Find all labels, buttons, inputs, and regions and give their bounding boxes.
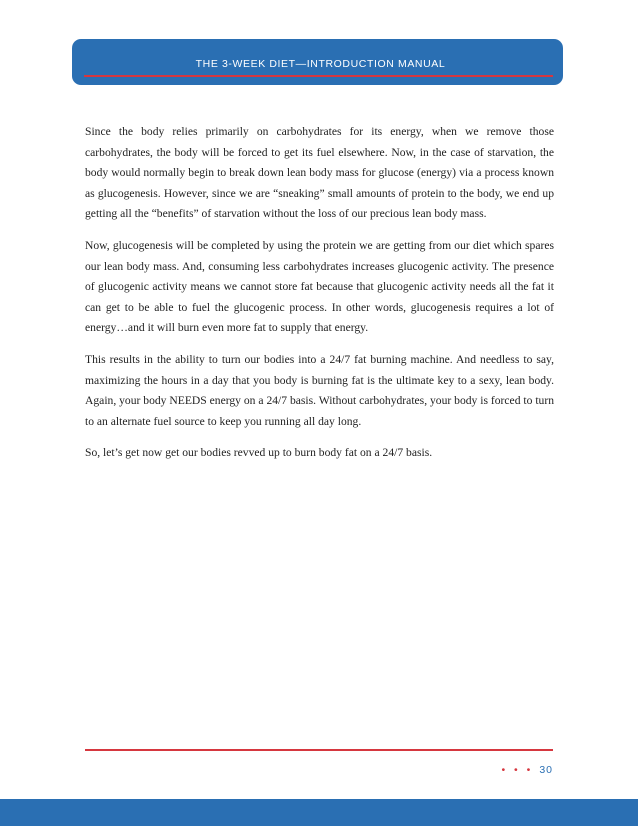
- header-divider: [84, 75, 553, 77]
- page-number-value: 30: [539, 764, 553, 776]
- paragraph: Now, glucogenesis will be completed by using the protein we are getting from our diet which spares our lean body mass. And, consuming less carbohydrates increases glucogenic activity. The presence of glucogenic activity means we cannot store fat because that glucogenic activity needs all the fat it can get to be able to fuel the glucogenic process. In other words, glucogenesis requires a lot of energy…and it will burn even more fat to supply that energy.: [85, 238, 554, 335]
- page-dots: • • •: [501, 764, 534, 776]
- paragraph: So, let’s get now get our bodies revved up to burn body fat on a 24/7 basis.: [85, 446, 433, 460]
- header-band: [72, 39, 563, 85]
- header-title: THE 3-WEEK DIET—INTRODUCTION MANUAL: [195, 58, 446, 70]
- body-text: [85, 122, 554, 475]
- paragraph: Since the body relies primarily on carbohydrates for its energy, when we remove those carbohydrates, the body will be forced to get its fuel elsewhere. Now, in the case of starvation, the body would normally begin to break down lean body mass for glucose (energy) via a process known as glucogenesis. However, since we are “sneaking” small amounts of protein to the body, we end up getting all the “benefits” of starvation without the loss of our precious lean body mass.: [85, 125, 554, 221]
- paragraph: This results in the ability to turn our bodies into a 24/7 fat burning machine. And needless to say, maximizing the hours in a day that you body is burning fat is the ultimate key to a sexy, lean body. Again, your body NEEDS energy on a 24/7 basis. Without carbohydrates, your body is forced to turn to an alternate fuel source to keep you running all day long.: [85, 352, 554, 428]
- page-number: [501, 764, 553, 776]
- bottom-band: [0, 799, 638, 826]
- footer-divider: [85, 749, 553, 751]
